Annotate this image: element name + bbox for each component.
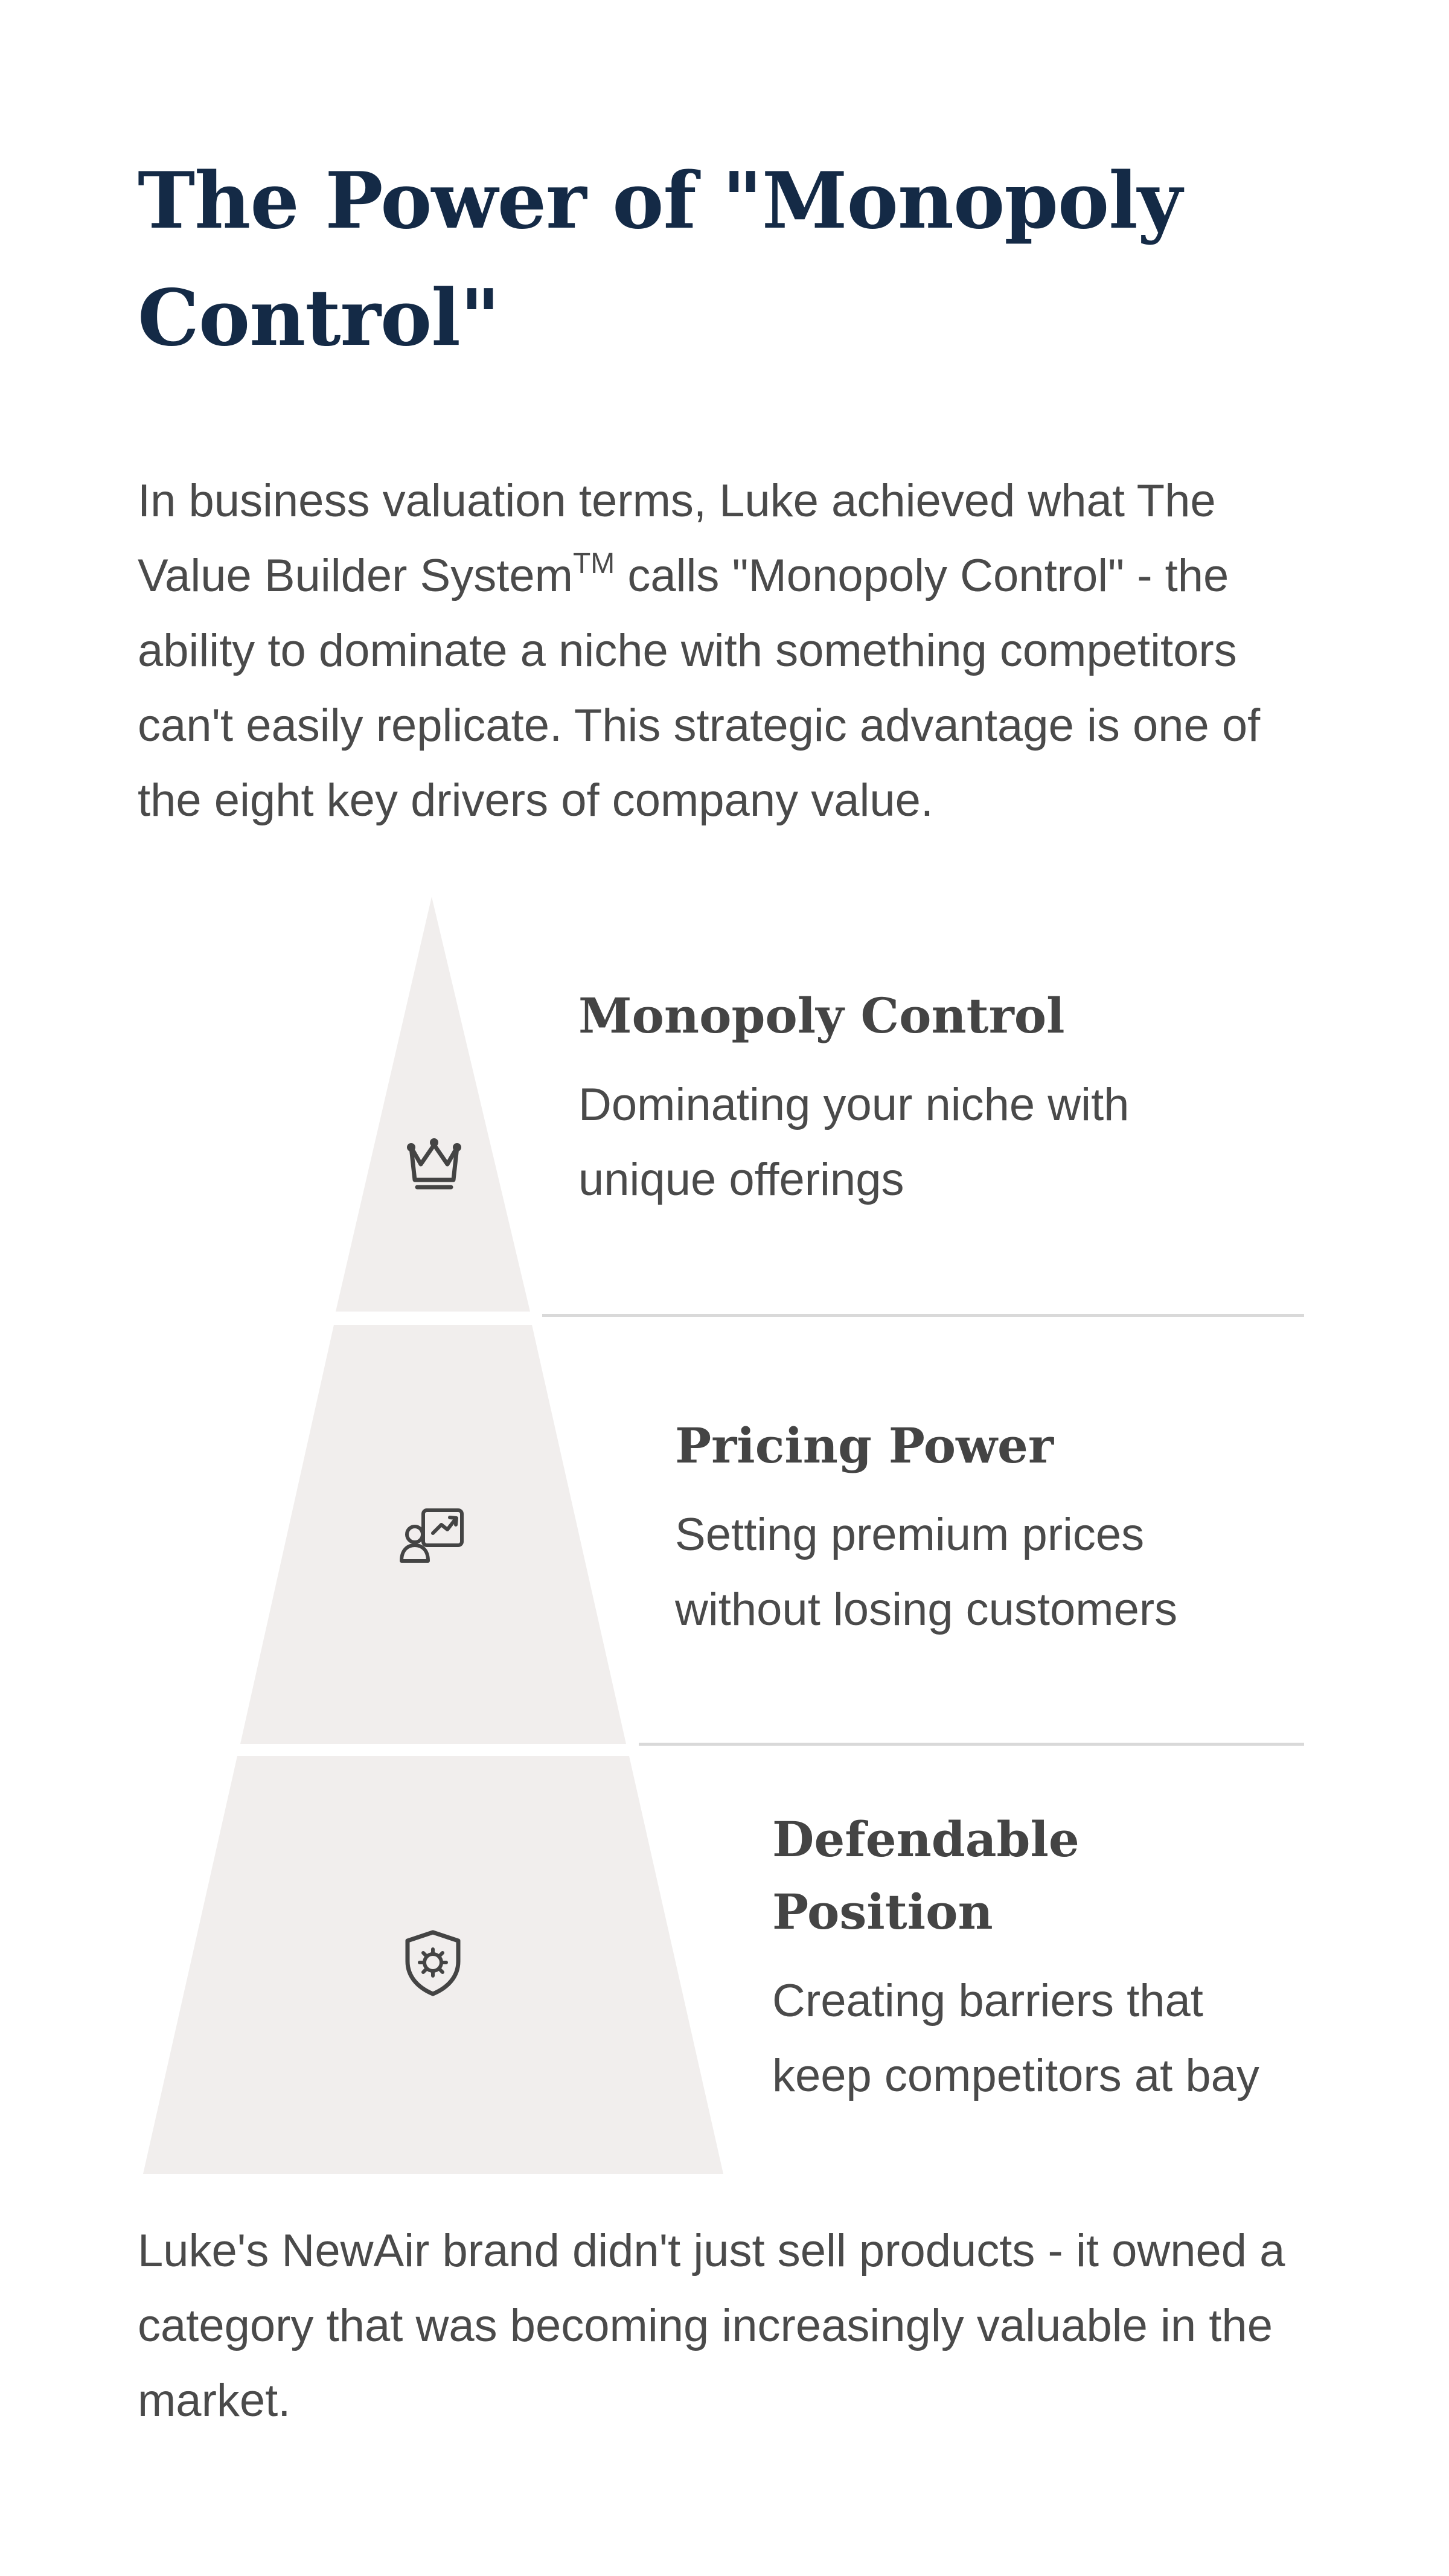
tier-title: Monopoly Control [578, 987, 1065, 1044]
tier-divider [639, 1743, 1304, 1746]
presentation-chart-icon [397, 1499, 469, 1572]
pyramid-tier-middle [240, 1325, 626, 1744]
intro-paragraph [138, 464, 1321, 838]
intro-text-part2: calls "Monopoly Control" - the ability to dominate a niche with something competitors can't easily replicate. This strategic advantage is one of the eight key drivers of company value. [138, 550, 1261, 826]
tier-description: Creating barriers that keep competitors at bay [772, 1975, 1259, 2101]
intro-text-part1: In business valuation terms, Luke achieved what The Value Builder System [138, 475, 1216, 601]
trademark-symbol: TM [572, 547, 615, 580]
tier-monopoly-control [578, 979, 1212, 1217]
pyramid-tier-bottom [143, 1756, 723, 2174]
tier-pricing-power [675, 1409, 1279, 1647]
tier-title: Defendable Position [772, 1811, 1080, 1940]
pyramid-tier-top [336, 897, 530, 1312]
page-title: The Power of "Monopoly Control" [138, 156, 1182, 364]
outro-paragraph: Luke's NewAir brand didn't just sell products - it owned a category that was becoming increasingly valuable in the market. [138, 2225, 1285, 2426]
tier-divider [542, 1314, 1304, 1317]
tier-title: Pricing Power [675, 1417, 1054, 1474]
tier-description: Setting premium prices without losing customers [675, 1509, 1178, 1635]
tier-defendable-position [772, 1803, 1303, 2113]
shield-gear-icon [397, 1926, 469, 1999]
crown-icon [398, 1124, 470, 1197]
tier-description: Dominating your niche with unique offerings [578, 1079, 1130, 1205]
